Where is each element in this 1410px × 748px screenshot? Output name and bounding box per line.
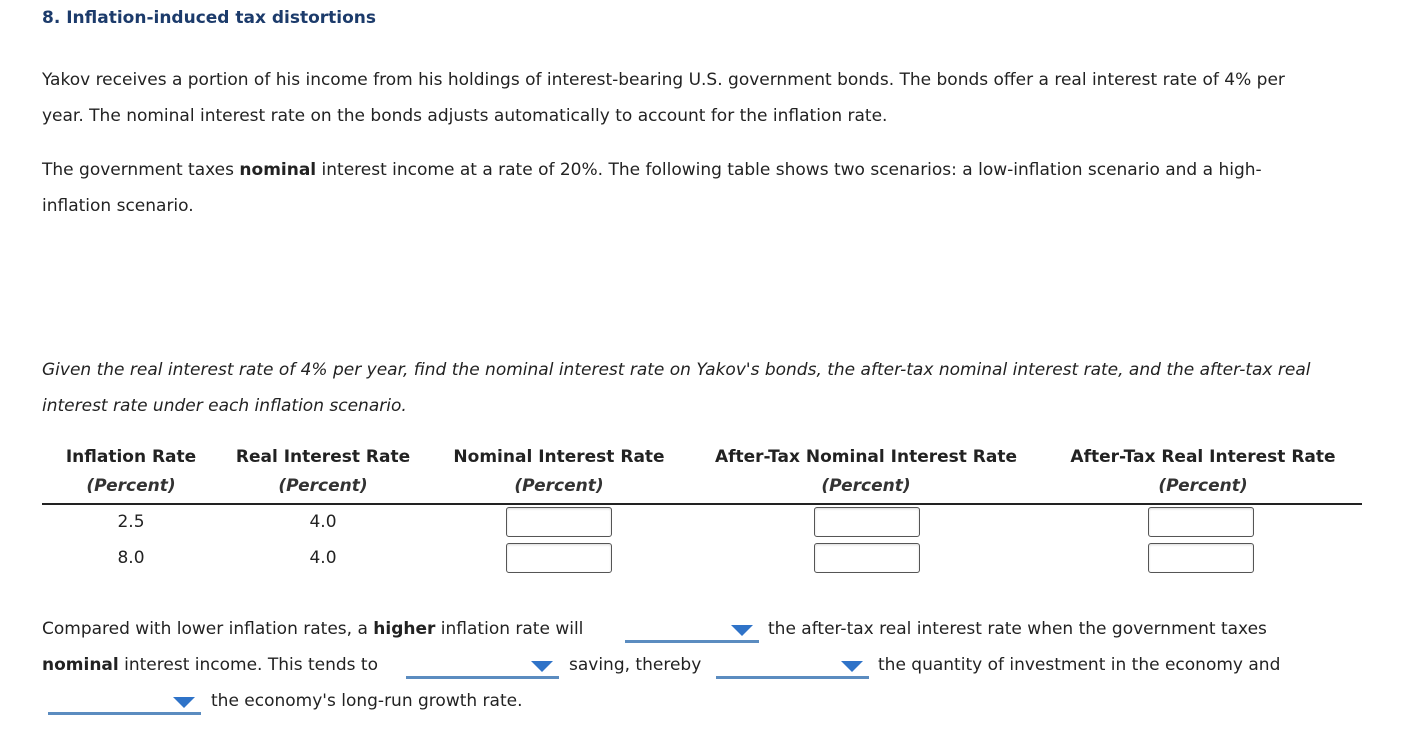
dropdown-arrow-icon bbox=[841, 661, 863, 672]
header-after-tax-nominal-rate: After-Tax Nominal Interest Rate bbox=[714, 447, 1018, 467]
inflation-effect-dropdown[interactable] bbox=[625, 620, 759, 643]
after-tax-nominal-rate-input[interactable] bbox=[814, 543, 920, 573]
tax-text-bold: nominal bbox=[239, 160, 317, 180]
table-subheader-row bbox=[42, 474, 1362, 504]
inflation-rate-cell: 8.0 bbox=[117, 548, 145, 568]
nominal-rate-input[interactable] bbox=[506, 543, 612, 573]
header-real-interest-rate: Real Interest Rate bbox=[235, 447, 411, 467]
subheader-unit: (Percent) bbox=[278, 476, 368, 496]
tax-text-pre: The government taxes bbox=[42, 160, 240, 180]
header-after-tax-real-rate: After-Tax Real Interest Rate bbox=[1070, 447, 1336, 467]
subheader-unit: (Percent) bbox=[514, 476, 604, 496]
real-rate-cell: 4.0 bbox=[309, 512, 337, 532]
fill-s3-after: the economy's long-run growth rate. bbox=[211, 691, 523, 711]
header-inflation-rate: Inflation Rate bbox=[65, 447, 197, 467]
table-row bbox=[42, 506, 1362, 542]
page-title: 8. Inflation-induced tax distortions bbox=[42, 8, 377, 28]
fill-s1-post: inflation rate will bbox=[435, 619, 584, 639]
nominal-rate-input[interactable] bbox=[506, 507, 612, 537]
after-tax-real-rate-input[interactable] bbox=[1148, 543, 1254, 573]
after-tax-nominal-rate-input[interactable] bbox=[814, 507, 920, 537]
fill-s2-mid: saving, thereby bbox=[569, 655, 702, 675]
tax-paragraph bbox=[42, 152, 1397, 224]
growth-effect-dropdown[interactable] bbox=[48, 692, 201, 715]
intro-line-1: Yakov receives a portion of his income from his holdings of interest-bearing U.S. government bonds. The bonds offer a real interest rate of 4% per bbox=[42, 70, 1285, 90]
fill-s1-pre: Compared with lower inflation rates, a bbox=[42, 619, 374, 639]
subheader-unit: (Percent) bbox=[1158, 476, 1248, 496]
fill-s2-bold: nominal bbox=[42, 655, 119, 675]
fill-s2-after: the quantity of investment in the economy and bbox=[878, 655, 1281, 675]
tax-line-2: inflation scenario. bbox=[42, 196, 194, 216]
intro-line-2: year. The nominal interest rate on the bonds adjusts automatically to account for the inflation rate. bbox=[42, 106, 888, 126]
dropdown-arrow-icon bbox=[731, 625, 753, 636]
header-divider bbox=[42, 503, 1362, 505]
fill-s1-after: the after-tax real interest rate when the government taxes bbox=[768, 619, 1267, 639]
tax-text-post: interest income at a rate of 20%. The following table shows two scenarios: a low-inflation scenario and a high- bbox=[316, 160, 1262, 180]
after-tax-real-rate-input[interactable] bbox=[1148, 507, 1254, 537]
intro-paragraph bbox=[42, 62, 1397, 134]
saving-effect-dropdown[interactable] bbox=[406, 656, 559, 679]
fill-s2-post: interest income. This tends to bbox=[118, 655, 378, 675]
fill-line-1-text bbox=[42, 619, 583, 639]
dropdown-arrow-icon bbox=[173, 697, 195, 708]
dropdown-arrow-icon bbox=[531, 661, 553, 672]
instruction-line-2: interest rate under each inflation scenario. bbox=[42, 396, 407, 416]
real-rate-cell: 4.0 bbox=[309, 548, 337, 568]
instruction-paragraph bbox=[42, 352, 1410, 424]
inflation-rate-cell: 2.5 bbox=[117, 512, 145, 532]
interest-rate-table bbox=[42, 444, 1362, 568]
subheader-unit: (Percent) bbox=[821, 476, 911, 496]
header-nominal-interest-rate: Nominal Interest Rate bbox=[453, 447, 665, 467]
subheader-unit: (Percent) bbox=[86, 476, 176, 496]
table-row bbox=[42, 542, 1362, 578]
fill-s1-bold: higher bbox=[373, 619, 436, 639]
investment-effect-dropdown[interactable] bbox=[716, 656, 869, 679]
instruction-line-1: Given the real interest rate of 4% per year, find the nominal interest rate on Yakov's bonds, the after-tax nominal interest rate, and the after-tax real bbox=[42, 360, 1311, 380]
fill-line-2-text bbox=[42, 655, 378, 675]
table-header-row bbox=[42, 444, 1362, 474]
